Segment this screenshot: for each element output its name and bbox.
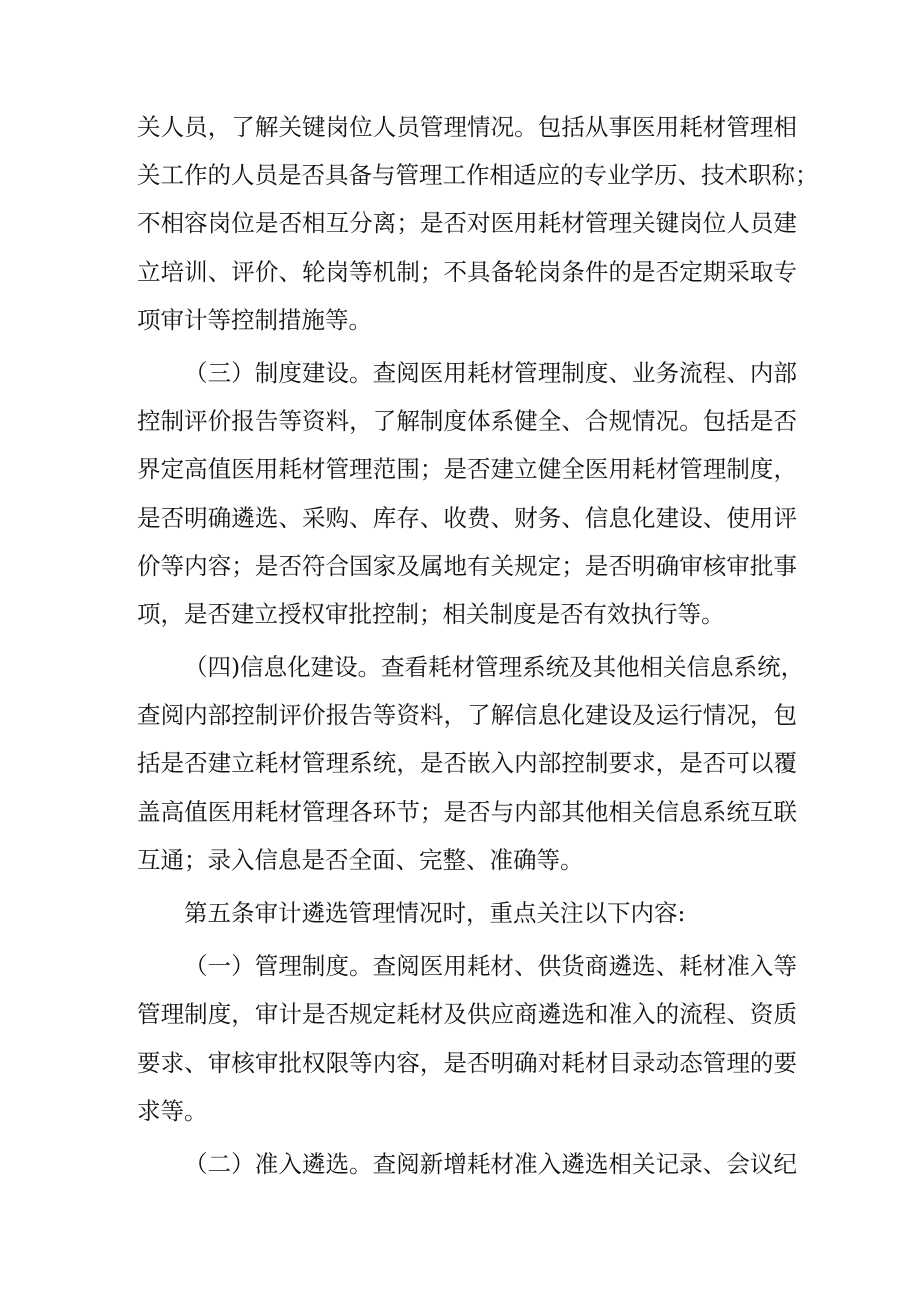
text-line: （三）制度建设。查阅医用耗材管理制度、业务流程、内部: [184, 358, 797, 387]
text-line: 是否明确遴选、采购、库存、收费、财务、信息化建设、使用评: [137, 503, 797, 532]
text-line: 立培训、评价、轮岗等机制；不具备轮岗条件的是否定期采取专: [137, 257, 797, 286]
text-line: 项，是否建立授权审批控制；相关制度是否有效执行等。: [137, 599, 725, 628]
text-line: 要求、审核审批权限等内容，是否明确对耗材目录动态管理的要: [137, 1048, 797, 1077]
text-line: （四)信息化建设。查看耗材管理系统及其他相关信息系统，: [184, 653, 805, 682]
text-line: （二）准入遴选。查阅新增耗材准入遴选相关记录、会议纪: [184, 1149, 797, 1178]
text-line: 不相容岗位是否相互分离；是否对医用耗材管理关键岗位人员建: [137, 209, 797, 238]
text-line: 项审计等控制措施等。: [137, 305, 372, 334]
text-line: 盖高值医用耗材管理各环节；是否与内部其他相关信息系统互联: [137, 797, 797, 826]
text-line: 查阅内部控制评价报告等资料，了解信息化建设及运行情况，包: [137, 701, 797, 730]
text-line: 关工作的人员是否具备与管理工作相适应的专业学历、技术职称；: [137, 161, 819, 190]
text-line: （一）管理制度。查阅医用耗材、供货商遴选、耗材准入等: [184, 952, 797, 981]
article-heading: 第五条审计遴选管理情况时，重点关注以下内容:: [184, 899, 686, 927]
text-line: 括是否建立耗材管理系统，是否嵌入内部控制要求，是否可以覆: [137, 749, 797, 778]
body-text: [137, 103, 819, 1188]
text-line: 价等内容；是否符合国家及属地有关规定；是否明确审核审批事: [137, 551, 797, 580]
text-line: 互通；录入信息是否全面、完整、准确等。: [137, 845, 584, 874]
text-line: 求等。: [137, 1096, 208, 1125]
text-line: 管理制度，审计是否规定耗材及供应商遴选和准入的流程、资质: [137, 1000, 797, 1029]
text-line: 控制评价报告等资料，了解制度体系健全、合规情况。包括是否: [137, 407, 797, 436]
text-line: 界定高值医用耗材管理范围；是否建立健全医用耗材管理制度，: [137, 455, 797, 484]
text-line: 关人员，了解关键岗位人员管理情况。包括从事医用耗材管理相: [137, 113, 797, 141]
